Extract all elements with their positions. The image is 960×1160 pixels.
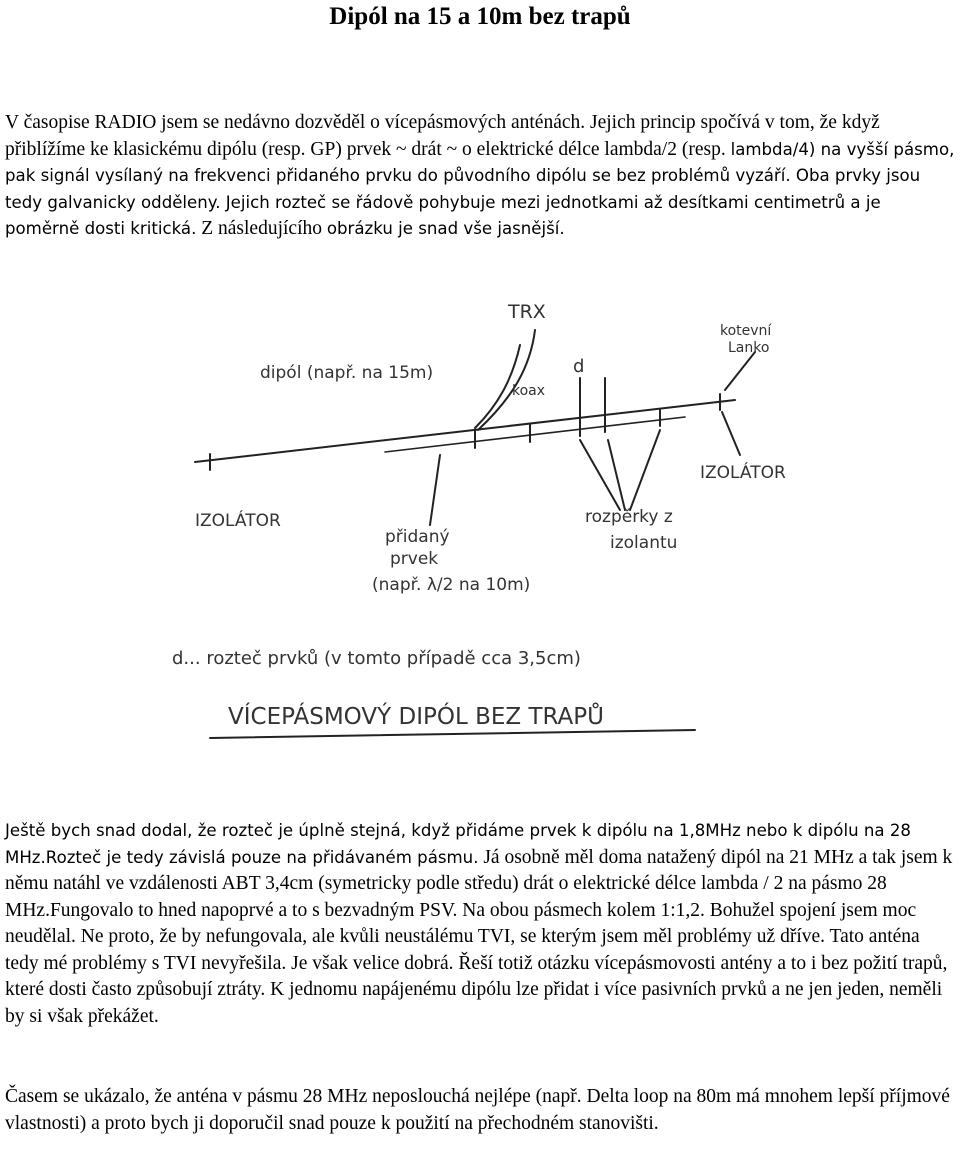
label-guy-wire-2: Lanko [728, 340, 770, 356]
antenna-diagram-svg [140, 290, 830, 760]
intro-paragraph [5, 110, 957, 243]
intro-text-serif-a: V časopise RADIO jsem se nedávno dozvěděl o vícepásmových anténách. Jejich princip spočívá v tom, že když přiblížíme ke klasickému dipólu (resp. GP) prvek ~ drát ~ o elektrické délce lambda/2 (resp. [5, 112, 880, 160]
label-spacers-2: izolantu [610, 533, 678, 553]
label-added-3: (např. λ/2 na 10m) [372, 575, 531, 595]
spacer-arrow-2 [608, 440, 625, 510]
intro-text-sans-b: obrázku je snad vše jasnější. [326, 219, 565, 238]
label-dipole: dipól (např. na 15m) [260, 363, 434, 383]
label-trx: TRX [508, 301, 546, 323]
label-guy-wire-1: kotevní [720, 323, 772, 339]
details-text-sans: Ještě bych snad dodal, že rozteč je úplně stejná, když přidáme prvek k dipólu na 1,8MHz nebo k dipólu na 28 MHz.Rozteč je tedy závislá pouze na přidávaném pásmu. [5, 821, 911, 867]
details-text-serif: Já osobně měl doma natažený dipól na 21 MHz a tak jsem k němu natáhl ve vzdálenosti ABT 3,4cm (symetricky podle středu) drát o elektrické délce lambda / 2 na pásmo 28 MHz.Fungovalo to hned napoprvé a to s bezvadným PSV. Na obou pásmech kolem 1:1,2. Bohužel spojení jsem moc neudělal. Ne proto, že by nefungovala, ale kvůli neustálému TVI, se kterým jsem měl problémy už dříve. Tato anténa tedy mé problémy s TVI nevyřešila. Je však velice dobrá. Řeší totiž otázku vícepásmovosti antény a to i bez požití trapů, které dosti často způsobují ztráty. K jednomu napájenému dipólu lze přidat i více pasivních prvků a ne jen jeden, neměli by si však překážet. [5, 846, 953, 1027]
label-caption: VÍCEPÁSMOVÝ DIPÓL BEZ TRAPŮ [228, 704, 604, 730]
added-element-arrow [430, 455, 440, 525]
intro-text-serif-b: Z následujícího [196, 218, 327, 239]
details-paragraph [5, 818, 957, 1030]
antenna-sketch [140, 290, 830, 760]
label-insulator-left: IZOLÁTOR [195, 511, 281, 531]
intro-text-sans-a: lambda/4) na vyšší pásmo, pak signál vysílaný na frekvenci přidaného prvku do původního dipólu se bez problémů vyzáří. Oba prvky jsou tedy galvanicky odděleny. Jejich rozteč se řádově pohybuje mezi jednotkami až desítkami centimetrů a je poměrně dosti kritická. [5, 139, 955, 238]
caption-underline [210, 730, 695, 738]
label-added-1: přidaný [385, 527, 450, 547]
label-spacers-1: rozpěrky z [585, 507, 673, 527]
guy-wire-arrow [725, 352, 755, 390]
dipole-wire [195, 400, 735, 462]
label-d: d [573, 356, 585, 377]
label-coax: koax [512, 383, 546, 399]
label-spacing: d... rozteč prvků (v tomto případě cca 3,5cm) [172, 648, 581, 669]
label-added-2: prvek [390, 549, 439, 569]
page-title: Dipól na 15 a 10m bez trapů [329, 3, 631, 30]
spacer-arrow-1 [580, 440, 620, 510]
spacer-arrow-3 [630, 430, 660, 510]
label-insulator-right: IZOLÁTOR [700, 463, 786, 483]
insulator-right-arrow [722, 412, 740, 455]
conclusion-paragraph: Časem se ukázalo, že anténa v pásmu 28 MHz neposlouchá nejlépe (např. Delta loop na 80m má mnohem lepší příjmové vlastnosti) a proto bych ji doporučil snad pouze k použití na přechodném stanovišti. [5, 1086, 950, 1134]
